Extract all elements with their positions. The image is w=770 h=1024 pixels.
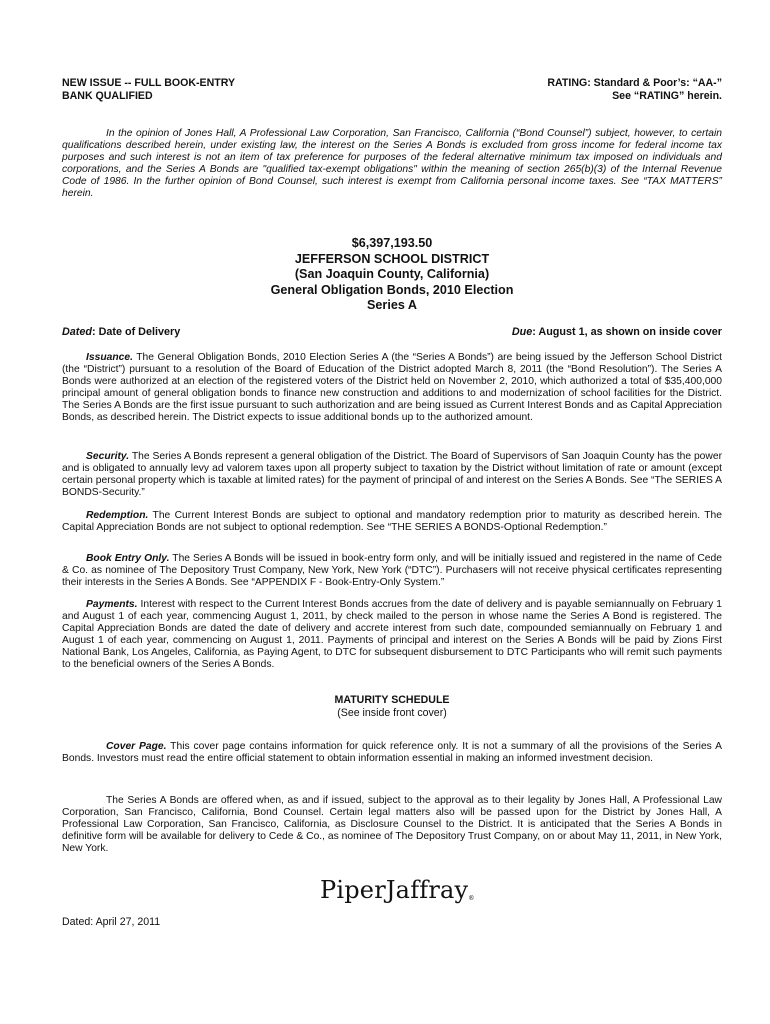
bond-series: Series A — [367, 298, 417, 312]
redemption-section — [62, 510, 722, 534]
section-lead: Payments. — [86, 599, 138, 610]
dated-value: : Date of Delivery — [92, 326, 181, 338]
due-value: : August 1, as shown on inside cover — [532, 326, 722, 338]
issue-type-line: NEW ISSUE -- FULL BOOK-ENTRY — [62, 77, 236, 89]
rating-block — [547, 77, 722, 103]
payments-section — [62, 599, 722, 672]
maturity-schedule-heading: MATURITY SCHEDULE — [334, 694, 450, 706]
bond-title — [62, 236, 722, 314]
registered-mark: ® — [468, 895, 475, 902]
rating-reference: See “RATING” herein. — [612, 90, 722, 102]
section-text: The Series A Bonds will be issued in book-entry form only, and will be initially issued and registered in the name of Cede & Co. as nominee of The Depository Trust Company, New York, New York (“DTC”). Purchasers will not receive physical certificates representing their interests in the Series A Bonds. See “APPENDIX F - Book-Entry-Only System.” — [62, 553, 722, 589]
offering-paragraph: The Series A Bonds are offered when, as and if issued, subject to the approval as to their legality by Jones Hall, A Professional Law Corporation, San Francisco, California, Bond Counsel. Certain legal matters also will be passed upon for the District by Jones Hall, A Professional Law Corporation, San Francisco, California, as Disclosure Counsel to the District. It is anticipated that the Series A Bonds in definitive form will be available for delivery to Cede & Co., as nominee of The Depository Trust Company, on or about May 11, 2011, in New York, New York. — [62, 795, 722, 855]
logo-wordmark: PiperJaffray — [320, 876, 469, 904]
section-text: The Current Interest Bonds are subject to optional and mandatory redemption prior to maturity as described herein. The Capital Appreciation Bonds are not subject to optional redemption. See “THE SERIES A BONDS-Optional Redemption.” — [62, 510, 722, 534]
issuer-name: JEFFERSON SCHOOL DISTRICT — [294, 251, 490, 266]
dated-label: Dated — [62, 326, 92, 338]
bond-counsel-opinion: In the opinion of Jones Hall, A Professional Law Corporation, San Francisco, California (“Bond Counsel”) subject, however, to certain qualifications described herein, under existing law, the interest on the Series A Bonds is excluded from gross income for federal income tax purposes and such interest is not an item of tax preference for purposes of the federal alternative minimum tax imposed on individuals and corporations, and the Series A Bonds are "qualified tax-exempt obligations" within the meaning of section 265(b)(3) of the Internal Revenue Code of 1986. In the further opinion of Bond Counsel, such interest is exempt from California personal income taxes. See “TAX MATTERS” herein. — [62, 128, 722, 200]
section-lead: Security. — [86, 451, 130, 462]
due-field — [512, 326, 722, 338]
issue-type — [62, 77, 235, 103]
section-lead: Book Entry Only. — [86, 553, 170, 564]
section-text: The General Obligation Bonds, 2010 Election Series A (the “Series A Bonds”) are being issued by the Jefferson School District (the “District”) pursuant to a resolution of the Board of Education of the District adopted March 8, 2011 (the “Bond Resolution”). The Series A Bonds were authorized at an election of the registered voters of the District held on November 2, 2010, which authorized a total of $35,400,000 principal amount of general obligation bonds to finance new construction and additions to and modernization of school facilities for the District. The Series A Bonds are the first issue pursuant to such authorization and are being issued as Current Interest Bonds and as Capital Appreciation Bonds, as described herein. The District expects to issue additional bonds up to the authorized amount. — [62, 352, 722, 424]
bond-amount: $6,397,193.50 — [351, 236, 433, 250]
cover-page-text: This cover page contains information for quick reference only. It is not a summary of all the provisions of the Series A Bonds. Investors must read the entire official statement to obtain information essential in making an informed investment decision. — [62, 741, 722, 765]
section-lead: Issuance. — [86, 352, 133, 363]
issuance-section — [62, 352, 722, 425]
maturity-schedule-note: (See inside front cover) — [337, 707, 447, 719]
book-entry-section — [62, 553, 722, 589]
due-label: Due — [511, 326, 533, 338]
statement-date: Dated: April 27, 2011 — [62, 916, 161, 928]
section-text: The Series A Bonds represent a general obligation of the District. The Board of Supervisors of San Joaquin County has the power and is obligated to annually levy ad valorem taxes upon all property subject to taxation by the District without limitation of rate or amount (except certain personal property which is taxable at limited rates) for the payment of principal of and interest on the Series A Bonds. See “The SERIES A BONDS-Security.” — [62, 451, 722, 499]
section-text: Interest with respect to the Current Interest Bonds accrues from the date of delivery and is payable semiannually on February 1 and August 1 of each year, commencing August 1, 2011, by check mailed to the person in whose name the Series A Bond is registered. The Capital Appreciation Bonds are dated the date of delivery and accrete interest from such date, compounded semiannually on February 1 and August 1 of each year, commencing on August 1, 2011. Payments of principal and interest on the Series A Bonds will be paid by Zions First National Bank, Los Angeles, California, as Paying Agent, to DTC for subsequent disbursement to DTC Participants who will remit such payments to the beneficial owners of the Series A Bonds. — [62, 599, 722, 671]
cover-page-notice — [62, 741, 722, 765]
dated-field — [62, 326, 180, 338]
rating-line: RATING: Standard & Poor’s: “AA-” — [547, 77, 722, 89]
issuer-county: (San Joaquin County, California) — [294, 267, 490, 281]
section-lead: Redemption. — [86, 510, 149, 521]
cover-page-lead: Cover Page. — [106, 741, 167, 752]
bond-name: General Obligation Bonds, 2010 Election — [270, 282, 514, 297]
maturity-schedule — [62, 694, 722, 720]
bank-qualified-line: BANK QUALIFIED — [62, 90, 153, 102]
piper-jaffray-logo — [320, 876, 475, 905]
security-section — [62, 451, 722, 499]
